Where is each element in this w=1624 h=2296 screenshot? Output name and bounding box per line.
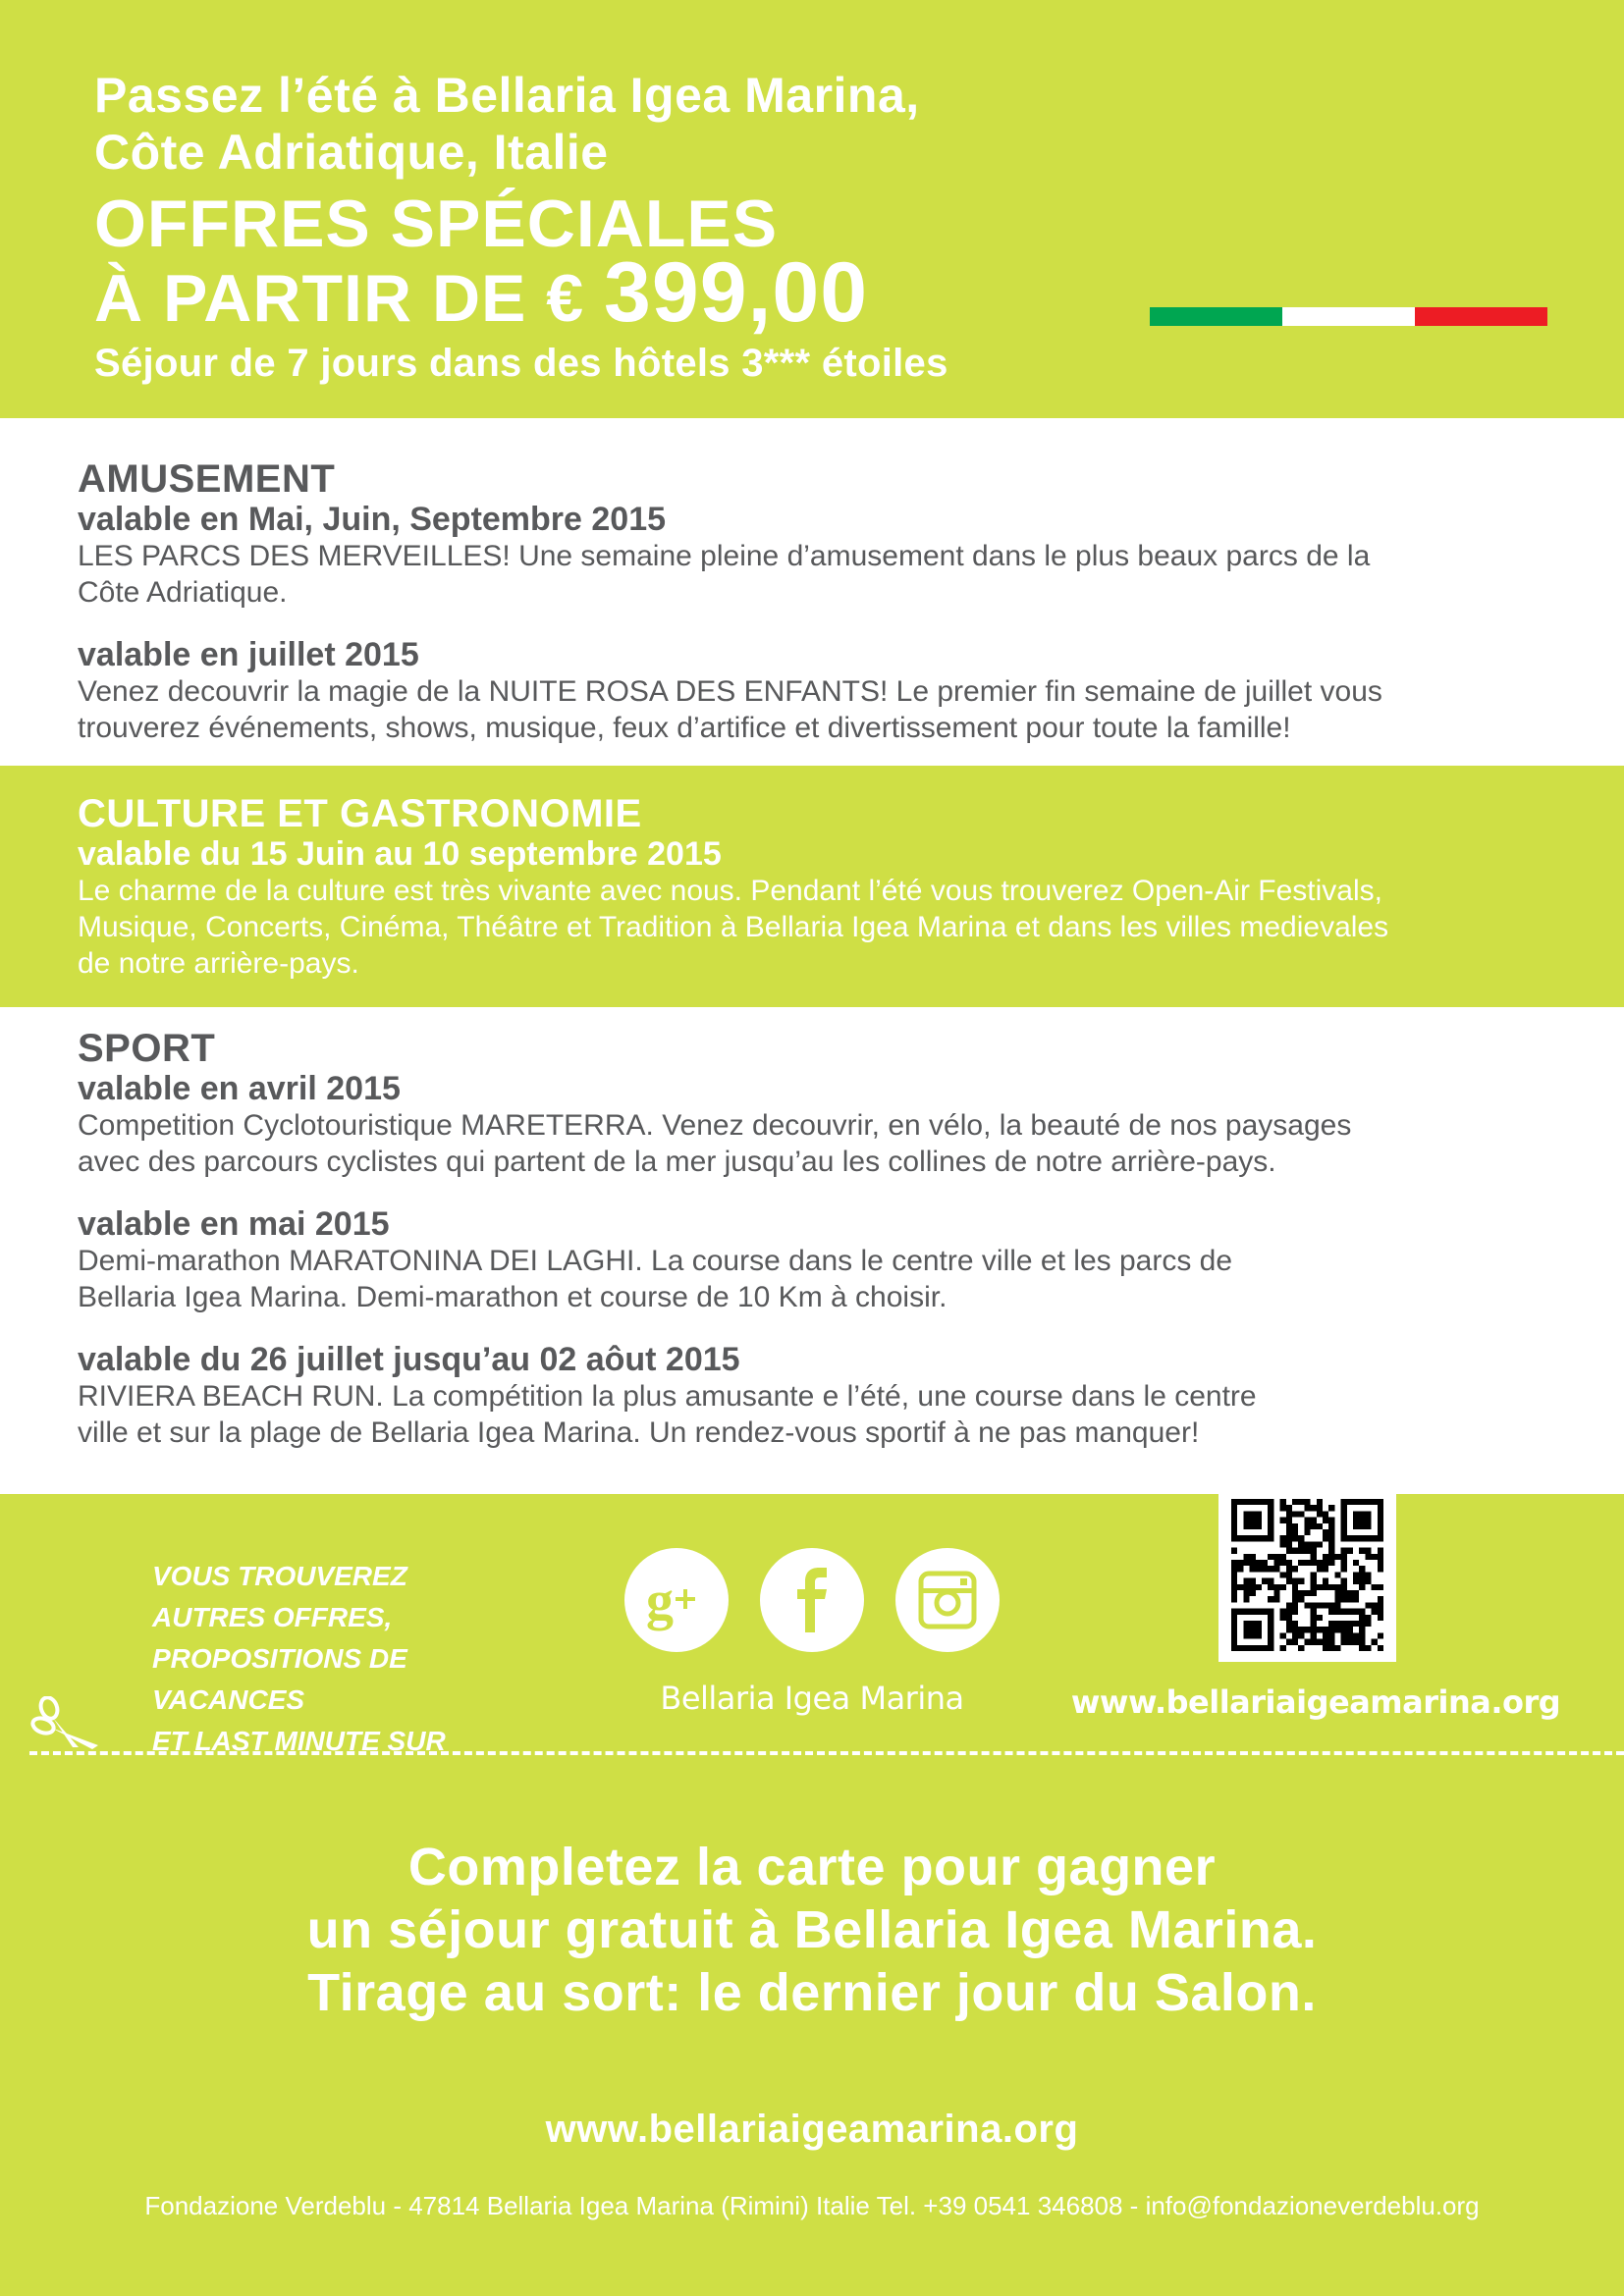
offer-validity: valable en juillet 2015 — [78, 636, 419, 673]
qr-code-icon — [1231, 1499, 1383, 1651]
find-more-text — [152, 1556, 565, 1762]
offer-description-line: ville et sur la plage de Bellaria Igea Marina. Un rendez-vous sportif à ne pas manquer! — [78, 1416, 1200, 1449]
header-title-line1: Passez l’été à Bellaria Igea Marina, — [94, 68, 920, 123]
google-plus-icon — [642, 1566, 711, 1634]
find-more-line: ET LAST MINUTE SUR — [152, 1726, 446, 1756]
offer-description-line: RIVIERA BEACH RUN. La compétition la plus amusante e l’été, une course dans le centre — [78, 1380, 1257, 1413]
section-title: SPORT — [78, 1027, 216, 1070]
website-link-large[interactable]: www.bellariaigeamarina.org — [545, 2108, 1079, 2151]
qr-code[interactable] — [1218, 1494, 1396, 1662]
cta-line: Completez la carte pour gagner — [407, 1838, 1217, 1896]
offer-validity: valable en avril 2015 — [78, 1070, 401, 1107]
offer-description-line: de notre arrière-pays. — [78, 947, 359, 980]
price-value: 399,00 — [604, 245, 869, 340]
flag-stripe-red — [1415, 307, 1547, 326]
section-amusement — [78, 457, 1570, 746]
price-prefix: À PARTIR DE € — [94, 261, 605, 336]
stay-subtitle: Séjour de 7 jours dans des hôtels 3*** étoiles — [94, 342, 948, 385]
flag-stripe-white — [1282, 307, 1415, 326]
find-more-line: VOUS TROUVEREZ — [152, 1561, 407, 1591]
offer-validity: valable en Mai, Juin, Septembre 2015 — [78, 501, 667, 538]
header-title-line2: Côte Adriatique, Italie — [94, 125, 609, 180]
offer-description-line: trouverez événements, shows, musique, feux d’artifice et divertissement pour toute la famille! — [78, 712, 1291, 744]
website-link-small[interactable]: www.bellariaigeamarina.org — [1070, 1683, 1561, 1721]
offer-description-line: Côte Adriatique. — [78, 576, 288, 609]
section-title: CULTURE ET GASTRONOMIE — [78, 792, 642, 835]
contact-info: Fondazione Verdeblu - 47814 Bellaria Igea Marina (Rimini) Italie Tel. +39 0541 346808 - info@fondazioneverdeblu.org — [144, 2191, 1480, 2220]
special-offers-heading: OFFRES SPÉCIALES — [94, 187, 779, 261]
offer-description-line: Bellaria Igea Marina. Demi-marathon et course de 10 Km à choisir. — [78, 1281, 947, 1313]
facebook-button[interactable] — [760, 1548, 864, 1652]
section-sport — [78, 1027, 1570, 1451]
find-more-line: PROPOSITIONS DE VACANCES — [152, 1643, 407, 1715]
section-culture — [78, 792, 1570, 982]
offer-description-line: Competition Cyclotouristique MARETERRA. Venez decouvrir, en vélo, la beauté de nos paysages — [78, 1109, 1352, 1142]
offer-description-line: Le charme de la culture est très vivante avec nous. Pendant l’été vous trouverez Open-Air Festivals, — [78, 875, 1382, 907]
facebook-icon — [787, 1566, 837, 1634]
cta-line: Tirage au sort: le dernier jour du Salon. — [307, 1963, 1317, 2022]
offer-description-line: Musique, Concerts, Cinéma, Théâtre et Tradition à Bellaria Igea Marina et dans les villes medievales — [78, 911, 1389, 943]
section-title: AMUSEMENT — [78, 457, 336, 501]
offer-description-line: Venez decouvrir la magie de la NUITE ROSA DES ENFANTS! Le premier fin semaine de juillet vous — [78, 675, 1382, 708]
offer-validity: valable du 15 Juin au 10 septembre 2015 — [78, 835, 722, 873]
contest-call-to-action — [0, 1836, 1624, 2024]
svg-text:g: g — [646, 1571, 674, 1631]
flag-stripe-green — [1150, 307, 1282, 326]
offer-validity: valable en mai 2015 — [78, 1205, 390, 1243]
instagram-button[interactable] — [895, 1548, 1000, 1652]
price-heading — [94, 245, 869, 340]
instagram-icon — [918, 1571, 977, 1629]
offer-description-line: avec des parcours cyclistes qui partent de la mer jusqu’au les collines de notre arrière-pays. — [78, 1146, 1276, 1178]
cut-line — [29, 1751, 1624, 1755]
find-more-line: AUTRES OFFRES, — [152, 1602, 393, 1632]
offer-validity: valable du 26 juillet jusqu’au 02 aôut 2015 — [78, 1341, 740, 1378]
google-plus-button[interactable] — [624, 1548, 729, 1652]
social-label: Bellaria Igea Marina — [660, 1680, 964, 1717]
offer-description-line: LES PARCS DES MERVEILLES! Une semaine pleine d’amusement dans le plus beaux parcs de la — [78, 540, 1371, 572]
offer-description-line: Demi-marathon MARATONINA DEI LAGHI. La course dans le centre ville et les parcs de — [78, 1245, 1233, 1277]
cta-line: un séjour gratuit à Bellaria Igea Marina. — [306, 1900, 1318, 1959]
